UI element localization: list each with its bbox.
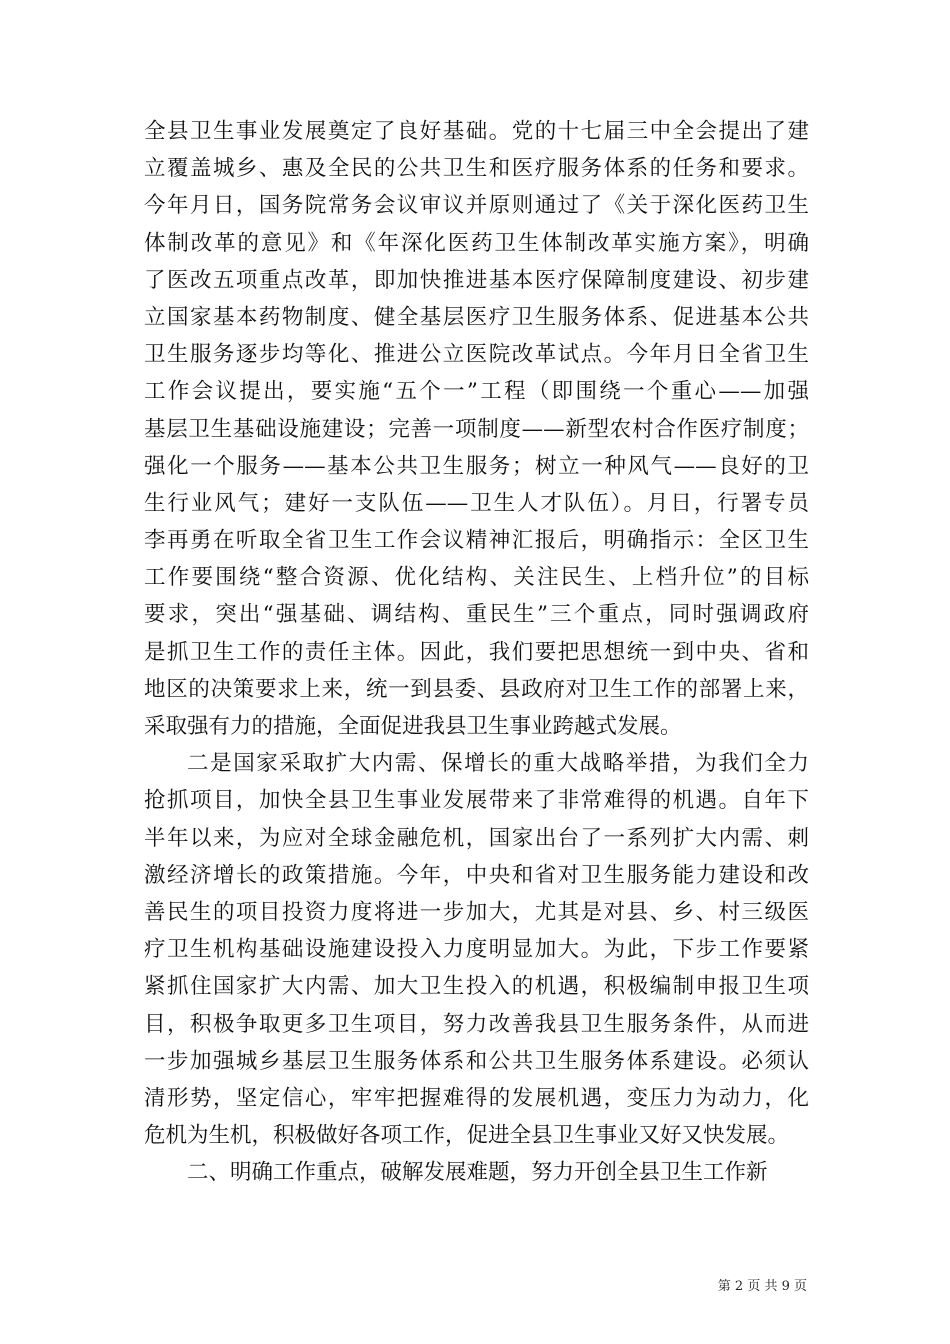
body-text [144, 113, 809, 1191]
text-line: 工作要围绕“整合资源、优化结构、关注民生、上档升位”的目标 [144, 565, 809, 591]
text-line: 了医改五项重点改革，即加快推进基本医疗保障制度建设、初步建 [144, 267, 809, 293]
text-line: 目，积极争取更多卫生项目，努力改善我县卫生服务条件，从而进 [144, 1011, 809, 1037]
text-line: 李再勇在听取全省卫生工作会议精神汇报后，明确指示：全区卫生 [144, 528, 809, 554]
paragraph-end-line: 危机为生机，积极做好各项工作，促进全县卫生事业又好又快发展。 [144, 1123, 790, 1149]
text-line: 强化一个服务——基本公共卫生服务；树立一种风气——良好的卫 [144, 453, 809, 479]
text-line: 一步加强城乡基层卫生服务体系和公共卫生服务体系建设。必须认 [144, 1048, 809, 1074]
paragraph-first-line: 二是国家采取扩大内需、保增长的重大战略举措，为我们全力 [187, 751, 809, 777]
page-number-footer: 第 2 页 共 9 页 [717, 1279, 807, 1294]
text-line: 半年以来，为应对全球金融危机，国家出台了一系列扩大内需、刺 [144, 825, 809, 851]
text-line: 紧抓住国家扩大内需、加大卫生投入的机遇，积极编制申报卫生项 [144, 974, 809, 1000]
text-line: 疗卫生机构基础设施建设投入力度明显加大。为此，下步工作要紧 [144, 937, 809, 963]
text-line: 抢抓项目，加快全县卫生事业发展带来了非常难得的机遇。自年下 [144, 788, 809, 814]
text-line: 善民生的项目投资力度将进一步加大，尤其是对县、乡、村三级医 [144, 899, 809, 925]
text-line: 激经济增长的政策措施。今年，中央和省对卫生服务能力建设和改 [144, 862, 809, 888]
text-line: 地区的决策要求上来，统一到县委、县政府对卫生工作的部署上来， [144, 676, 809, 702]
text-line: 卫生服务逐步均等化、推进公立医院改革试点。今年月日全省卫生 [144, 342, 809, 368]
text-line: 基层卫生基础设施建设；完善一项制度——新型农村合作医疗制度； [144, 416, 809, 442]
section-heading-line: 二、明确工作重点，破解发展难题，努力开创全县卫生工作新 [187, 1160, 768, 1186]
text-line: 生行业风气；建好一支队伍——卫生人才队伍）。月日，行署专员 [144, 490, 809, 516]
text-line: 是抓卫生工作的责任主体。因此，我们要把思想统一到中央、省和 [144, 639, 809, 665]
text-line: 清形势，坚定信心，牢牢把握难得的发展机遇，变压力为动力，化 [144, 1085, 809, 1111]
text-line: 立覆盖城乡、惠及全民的公共卫生和医疗服务体系的任务和要求。 [144, 156, 809, 182]
text-line: 要求，突出“强基础、调结构、重民生”三个重点，同时强调政府 [144, 602, 809, 628]
text-line: 工作会议提出，要实施“五个一”工程（即围绕一个重心——加强 [144, 379, 809, 405]
text-line: 体制改革的意见》和《年深化医药卫生体制改革实施方案》，明确 [144, 230, 809, 256]
text-line: 立国家基本药物制度、健全基层医疗卫生服务体系、促进基本公共 [144, 304, 809, 330]
text-line: 今年月日，国务院常务会议审议并原则通过了《关于深化医药卫生 [144, 193, 809, 219]
paragraph-end-line: 采取强有力的措施，全面促进我县卫生事业跨越式发展。 [144, 714, 682, 739]
text-line: 全县卫生事业发展奠定了良好基础。党的十七届三中全会提出了建 [144, 119, 809, 144]
